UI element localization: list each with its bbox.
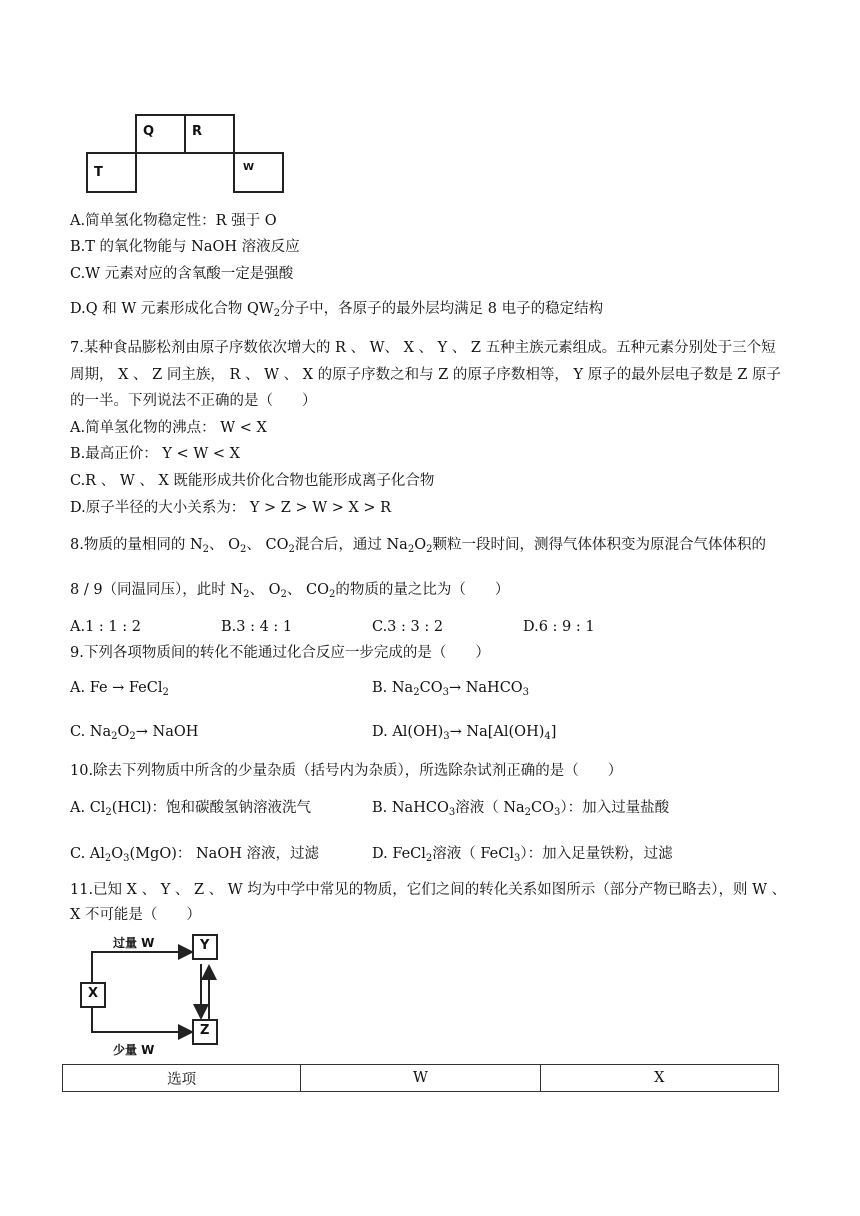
q6-option-b: B.T 的氧化物能与 NaOH 溶液反应 (70, 239, 300, 255)
bottom-arrow-label: 少量 W (113, 1043, 155, 1057)
q10-option-a: A. $Cl_2(HCl)$：饱和碳酸氢钠溶液洗气 (70, 800, 311, 818)
q7-stem-line1: 7.某种食品膨松剂由原子序数依次增大的 R 、 W、 X 、 Y 、 Z 五种主族元素组成。五种元素分别处于三个短 (70, 340, 776, 356)
q8-option-a: A.1 : 1 : 2 (70, 619, 141, 635)
q8-stem-line1: 8.物质的量相同的 $N_2$、 $O_2$、 $CO_2$混合后，通过 $Na_2O_2$颗粒一段时间，测得气体体积变为原混合气体体积的 (70, 537, 766, 555)
box-z-label: Z (200, 1023, 210, 1038)
box-x-label: X (88, 986, 99, 1001)
q6-option-d: D.Q 和 W 元素形成化合物 $QW_2$分子中，各原子的最外层均满足 8 电子的稳定结构 (70, 301, 604, 319)
q7-option-b: B.最高正价： Y < W < X (70, 446, 240, 462)
q8-stem-line2: 8 / 9（同温同压），此时 $N_2$、 $O_2$、 $CO_2$的物质的量之比为（ ） (70, 582, 510, 600)
q7-option-d: D.原子半径的大小关系为： Y > Z > W > X > R (70, 500, 392, 516)
top-arrow-label: 过量 W (113, 936, 155, 950)
cell-r-label: R (192, 124, 203, 139)
q7-option-a: A.简单氢化物的沸点： W < X (70, 420, 267, 436)
q11-options-table (62, 1064, 779, 1092)
q6-option-a: A.简单氢化物稳定性：R 强于 O (70, 213, 277, 229)
q9-option-d: D. $Al(OH)_3\to Na[Al(OH)_4]$ (372, 724, 557, 742)
q9-option-c: C. $Na_2O_2\to$ NaOH (70, 724, 199, 742)
q9-option-b: B. $Na_2CO_3\to$ NaHCO$_3$ (372, 680, 530, 698)
arrow-x-to-z (92, 1007, 192, 1032)
q11-stem-line2: X 不可能是（ ） (70, 907, 201, 923)
q10-option-c: C. $Al_2O_3(MgO)$： NaOH 溶液，过滤 (70, 846, 319, 864)
header-x: X (540, 1065, 778, 1092)
q11-stem-line1: 11.已知 X 、 Y 、 Z 、 W 均为中学中常见的物质，它们之间的转化关系如图所示（部分产物已略去），则 W 、 (70, 882, 787, 898)
header-w: W (301, 1065, 540, 1092)
box-y-label: Y (200, 938, 210, 953)
q8-option-d: D.6 : 9 : 1 (523, 619, 595, 635)
q8-option-c: C.3 : 3 : 2 (372, 619, 444, 635)
arrow-x-to-y (92, 952, 192, 983)
q10-option-b: B. NaHCO$_3$溶液（ $Na_2CO_3$）：加入过量盐酸 (372, 800, 670, 818)
table-header-row (63, 1065, 779, 1092)
q6-option-c: C.W 元素对应的含氧酸一定是强酸 (70, 266, 294, 282)
q10-option-d: D. FeCl$_2$溶液（ FeCl$_3$）：加入足量铁粉，过滤 (372, 846, 673, 864)
header-option: 选项 (63, 1065, 301, 1092)
q7-stem-line3: 的一半。下列说法不正确的是（ ） (70, 393, 317, 409)
cell-t-label: T (94, 165, 103, 180)
cell-w-label: W (243, 162, 255, 173)
q9-option-a: A. Fe → FeCl$_2$ (70, 680, 169, 698)
q9-stem: 9.下列各项物质间的转化不能通过化合反应一步完成的是（ ） (70, 645, 490, 661)
cell-q-label: Q (143, 124, 155, 139)
q8-option-b: B.3 : 4 : 1 (221, 619, 293, 635)
q7-option-c: C.R 、 W 、 X 既能形成共价化合物也能形成离子化合物 (70, 473, 435, 489)
q10-stem: 10.除去下列物质中所含的少量杂质（括号内为杂质），所选除杂试剂正确的是（ ） (70, 763, 623, 779)
cell-w (233, 152, 284, 193)
q7-stem-line2: 周期， X 、 Z 同主族， R 、 W 、 X 的原子序数之和与 Z 的原子序数相等， Y 原子的最外层电子数是 Z 原子 (70, 367, 782, 383)
